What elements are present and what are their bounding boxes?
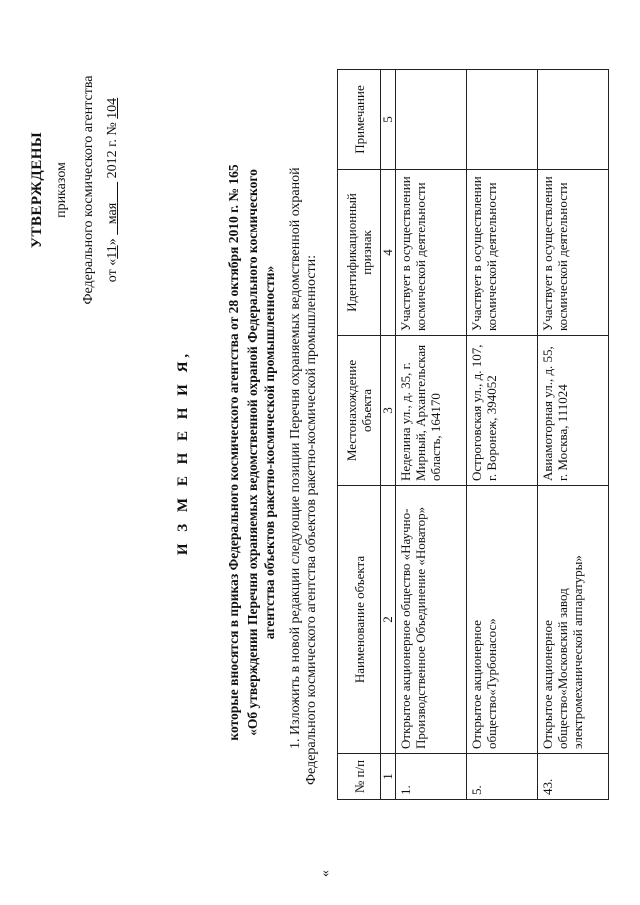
paragraph-line-1: 1. Изложить в новой редакции следующие позиции Перечня охраняемых ведомственной охраной [288, 167, 303, 749]
document-subtitle-3: агентства объектов ракетно-космической промышленности» [262, 265, 277, 640]
approval-title: УТВЕРЖДЕНЫ [29, 131, 45, 249]
column-number: 5 [381, 70, 396, 170]
object-feature: Участвует в осуществлении космической деятельности [467, 170, 538, 336]
opening-quote: « [318, 870, 333, 877]
header-location: Местонахождение объекта [338, 336, 381, 486]
header-name: Наименование объекта [338, 486, 381, 754]
column-numbers-row [381, 70, 396, 800]
object-location: Остроговская ул., д. 107, г. Воронеж, 394052 [467, 336, 538, 486]
approval-date-prefix: от « [105, 258, 120, 283]
approval-month-text: мая [105, 202, 120, 225]
document-subtitle-1: которые вносятся в приказ Федерального космического агентства от 28 октября 2010 г. № 165 [226, 164, 241, 741]
header-feature: Идентификационный признак [338, 170, 381, 336]
document-title: И З М Е Н Е Н И Я, [175, 349, 191, 556]
objects-table [337, 69, 609, 800]
approval-block [0, 0, 120, 640]
column-number: 3 [381, 336, 396, 486]
paragraph-line-2: Федерального космического агентства объектов ракетно-космической промышленности: [304, 254, 319, 785]
object-note [396, 70, 467, 170]
object-note [538, 70, 609, 170]
column-number: 1 [381, 754, 396, 800]
header-number: № п/п [338, 754, 381, 800]
object-feature: Участвует в осуществлении космической деятельности [396, 170, 467, 336]
column-number: 4 [381, 170, 396, 336]
object-location: Неделина ул., д. 35, г. Мирный, Архангельская область, 164170 [396, 336, 467, 486]
object-feature: Участвует в осуществлении космической деятельности [538, 170, 609, 336]
approval-date-line [105, 70, 121, 310]
object-name: Открытое акционерное общество«Московский завод электромеханической аппаратуры» [538, 486, 609, 754]
object-name: Открытое акционерное общество «Научно-Производственное Объединение «Новатор» [396, 486, 467, 754]
approval-day-suffix: » [105, 238, 120, 246]
object-name: Открытое акционерное общество«Турбонасос» [467, 486, 538, 754]
approval-day: 11 [105, 245, 120, 259]
object-note [467, 70, 538, 170]
table-row [538, 70, 609, 800]
table-row [467, 70, 538, 800]
table-header-row [338, 70, 381, 800]
header-note: Примечание [338, 70, 381, 170]
approval-month [105, 182, 120, 235]
table-row [396, 70, 467, 800]
document-subtitle-2: «Об утверждении Перечня охраняемых ведомственной охраной Федерального космического [245, 169, 260, 736]
row-number: 5. [467, 754, 538, 800]
approval-number: 104 [105, 97, 120, 119]
row-number: 43. [538, 754, 609, 800]
column-number: 2 [381, 486, 396, 754]
approval-year: 2012 г. № [105, 122, 120, 179]
approval-line-agency: Федерального космического агентства [81, 75, 96, 305]
object-location: Авиамоторная ул., д. 55, г. Москва, 111024 [538, 336, 609, 486]
approval-line-order: приказом [54, 162, 69, 218]
row-number: 1. [396, 754, 467, 800]
